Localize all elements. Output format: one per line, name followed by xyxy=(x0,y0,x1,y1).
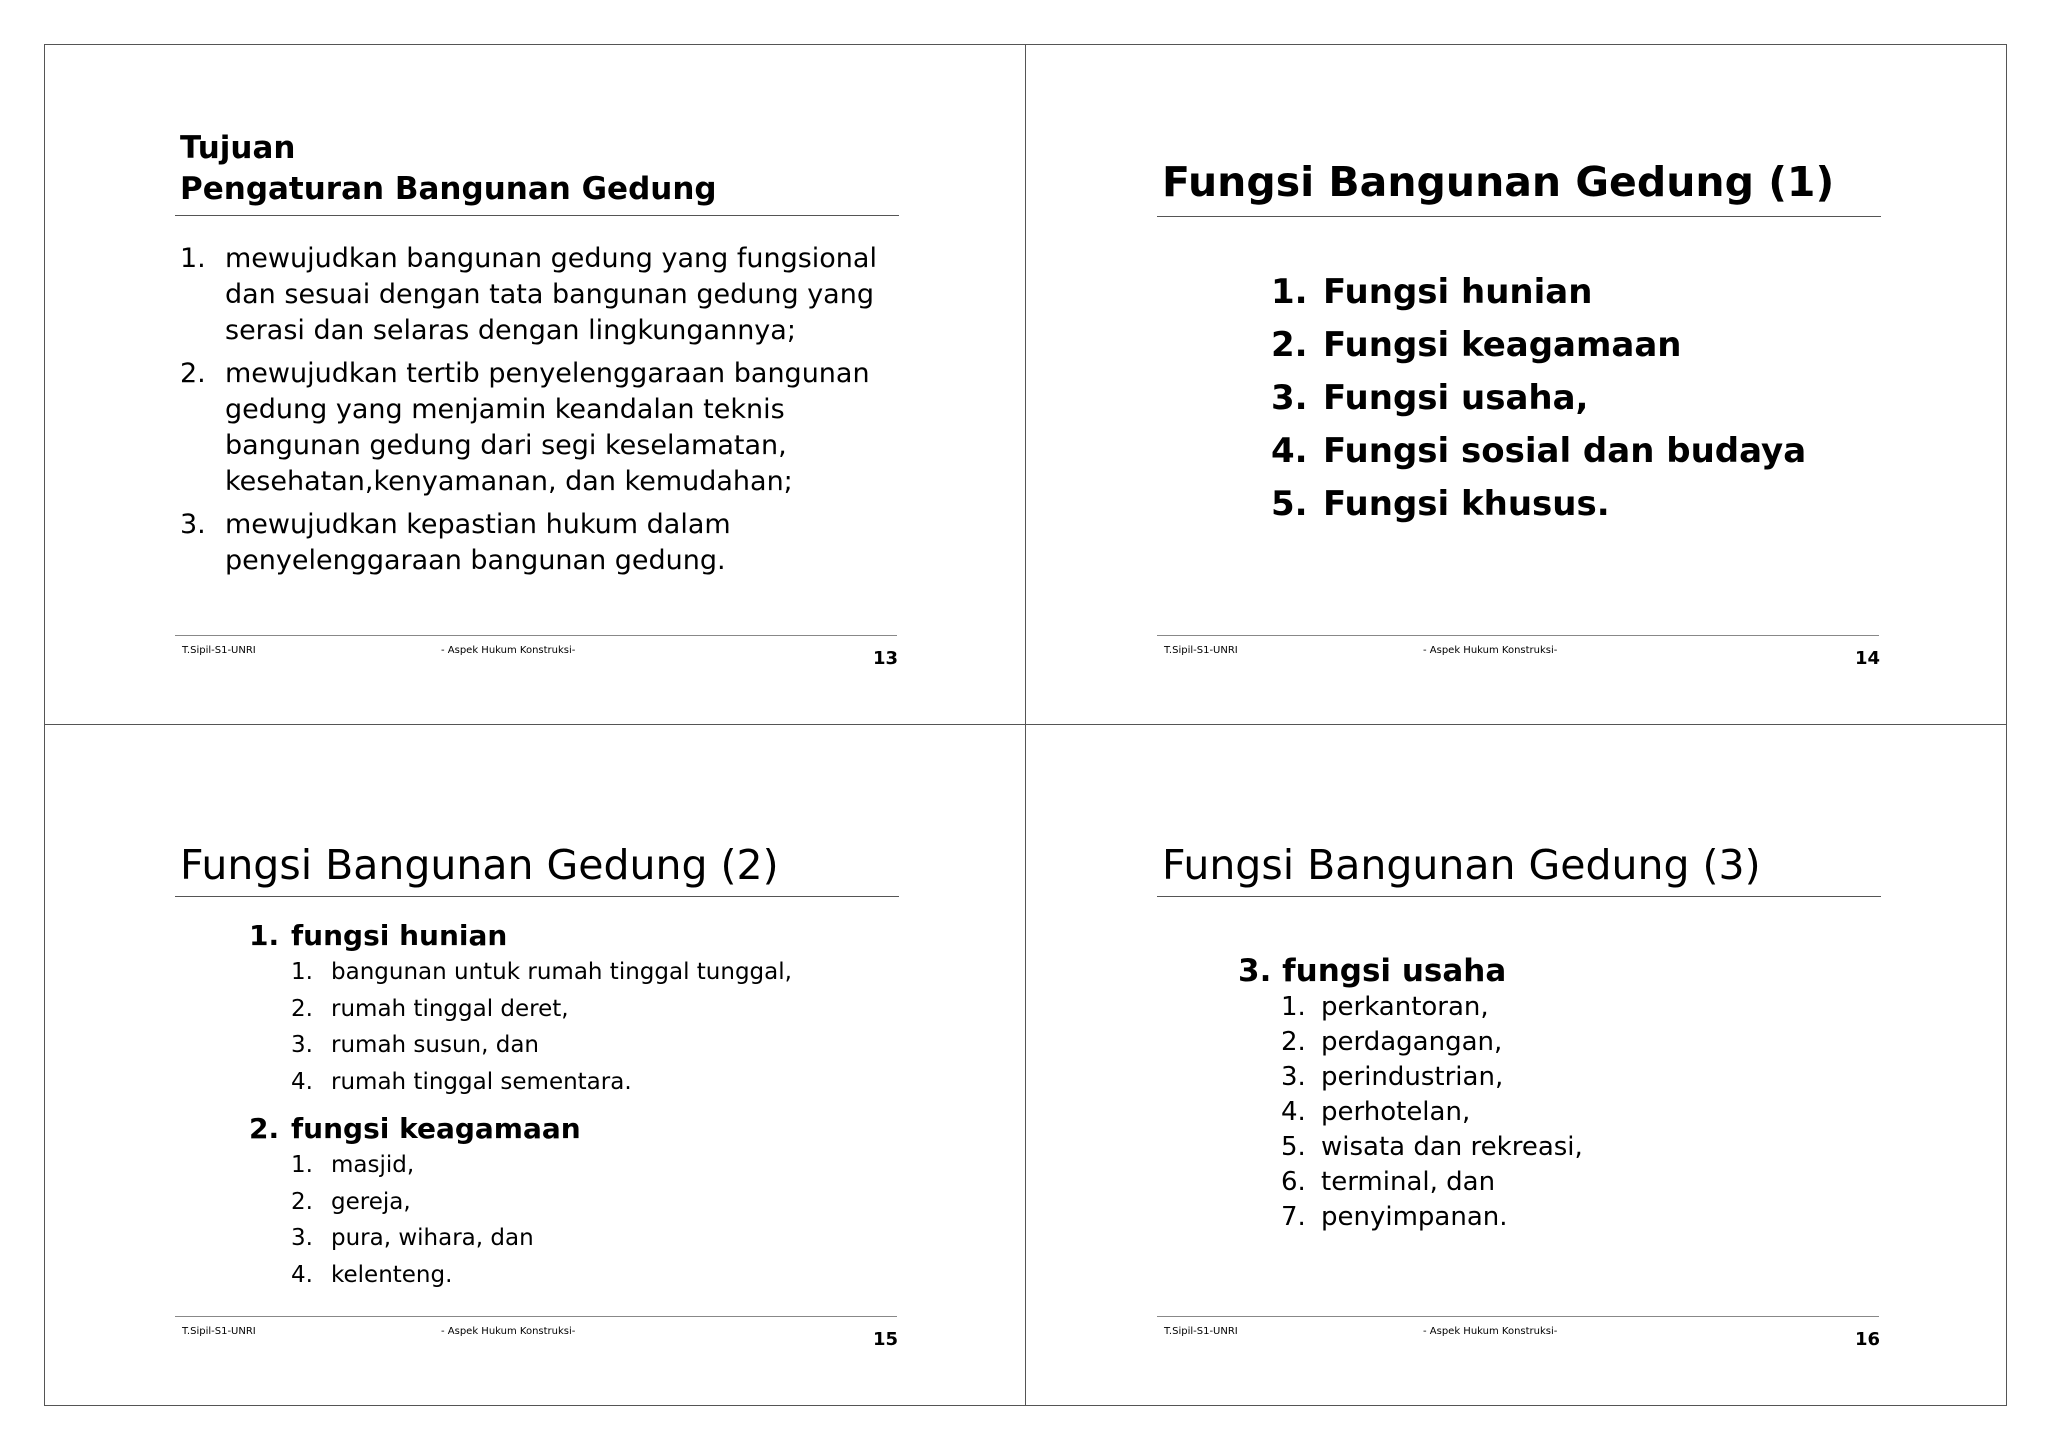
list-group-keagamaan xyxy=(249,1111,581,1293)
item-text: rumah tinggal sementara. xyxy=(331,1068,632,1095)
footer-center-text: - Aspek Hukum Konstruksi- xyxy=(441,645,576,656)
sub-list xyxy=(291,954,792,1100)
slide-14-title: Fungsi Bangunan Gedung (1) xyxy=(1162,158,1835,206)
sub-list xyxy=(291,1147,623,1293)
group-number: 1. xyxy=(249,919,280,952)
list-item xyxy=(1281,1025,1583,1060)
item-text: bangunan untuk rumah tinggal tunggal, xyxy=(331,959,792,985)
slide-13-title xyxy=(180,128,717,210)
list-item xyxy=(291,1064,792,1101)
footer-left-text: T.Sipil-S1-UNRI xyxy=(182,1326,256,1337)
page-number: 15 xyxy=(872,1329,898,1350)
footer-rule xyxy=(175,1316,897,1317)
footer-center-text: - Aspek Hukum Konstruksi- xyxy=(1423,1326,1558,1337)
item-text: perdagangan, xyxy=(1321,1027,1503,1057)
item-number: 5. xyxy=(1281,1132,1306,1162)
list-item xyxy=(1271,478,1806,531)
list-item xyxy=(180,356,880,500)
list-item xyxy=(291,954,792,991)
item-line: serasi dan selaras dengan lingkungannya; xyxy=(225,315,796,346)
page-number: 14 xyxy=(1854,648,1880,669)
item-line: mewujudkan bangunan gedung yang fungsional xyxy=(225,243,877,274)
slide-15 xyxy=(44,725,1025,1405)
item-text: rumah susun, dan xyxy=(331,1032,540,1058)
item-text: Fungsi keagamaan xyxy=(1323,325,1682,365)
item-number: 4. xyxy=(291,1261,313,1288)
slide-13-title-line2: Pengaturan Bangunan Gedung xyxy=(180,171,717,207)
list-item xyxy=(1281,990,1583,1025)
item-text: pura, wihara, dan xyxy=(331,1225,534,1251)
item-number: 1. xyxy=(291,1152,313,1178)
item-text: perhotelan, xyxy=(1321,1097,1471,1127)
footer-left-text: T.Sipil-S1-UNRI xyxy=(182,645,256,656)
footer-left-text: T.Sipil-S1-UNRI xyxy=(1164,645,1238,656)
page-number: 16 xyxy=(1854,1329,1880,1350)
item-line: kesehatan,kenyamanan, dan kemudahan; xyxy=(225,466,793,497)
item-text: wisata dan rekreasi, xyxy=(1321,1132,1583,1162)
group-heading-text: fungsi keagamaan xyxy=(291,1112,581,1145)
item-text: gereja, xyxy=(331,1188,411,1215)
list-item xyxy=(1271,372,1806,425)
group-number: 2. xyxy=(249,1112,280,1145)
slide-16 xyxy=(1026,725,2007,1405)
item-number: 1. xyxy=(1281,992,1306,1022)
list-item xyxy=(291,1220,623,1257)
item-text: perkantoran, xyxy=(1321,992,1489,1022)
list-item xyxy=(291,991,792,1028)
item-number: 3. xyxy=(180,509,206,540)
item-number: 5. xyxy=(1271,484,1308,524)
slide-15-title: Fungsi Bangunan Gedung (2) xyxy=(180,841,779,889)
list-item xyxy=(1281,1060,1583,1095)
item-line: gedung yang menjamin keandalan teknis xyxy=(225,394,785,425)
item-line: mewujudkan kepastian hukum dalam xyxy=(225,509,731,540)
slide-13 xyxy=(44,44,1025,724)
list-item xyxy=(1281,1095,1583,1130)
list-item xyxy=(291,1147,623,1184)
item-text: penyimpanan. xyxy=(1321,1202,1508,1232)
item-line: bangunan gedung dari segi keselamatan, xyxy=(225,430,787,461)
list-item xyxy=(1281,1165,1583,1200)
item-line: mewujudkan tertib penyelenggaraan bangunan xyxy=(225,358,870,389)
sub-list xyxy=(1281,990,1583,1235)
item-number: 2. xyxy=(291,1188,313,1215)
footer-left-text: T.Sipil-S1-UNRI xyxy=(1164,1326,1238,1337)
title-underline xyxy=(175,215,899,216)
list-item xyxy=(1271,266,1806,319)
title-underline xyxy=(175,896,899,897)
item-text: masjid, xyxy=(331,1152,415,1178)
slide-13-title-line1: Tujuan xyxy=(180,130,296,166)
item-text: Fungsi sosial dan budaya xyxy=(1323,431,1807,471)
item-number: 2. xyxy=(1281,1027,1306,1057)
list-item xyxy=(180,241,880,349)
item-number: 1. xyxy=(1271,272,1308,312)
page-number: 13 xyxy=(872,648,898,669)
item-number: 3. xyxy=(1281,1062,1306,1092)
item-text: rumah tinggal deret, xyxy=(331,995,569,1022)
footer-rule xyxy=(1157,635,1879,636)
item-text: terminal, dan xyxy=(1321,1167,1496,1197)
item-number: 2. xyxy=(180,358,206,389)
list-item xyxy=(1271,425,1806,478)
item-text: Fungsi hunian xyxy=(1323,272,1593,312)
list-group-hunian xyxy=(249,918,792,1100)
slide-14 xyxy=(1026,44,2007,724)
item-number: 3. xyxy=(1271,378,1308,418)
item-number: 4. xyxy=(1281,1097,1306,1127)
item-text: perindustrian, xyxy=(1321,1062,1504,1092)
list-item xyxy=(1281,1130,1583,1165)
list-item xyxy=(180,507,880,579)
list-item xyxy=(1271,319,1806,372)
list-item xyxy=(291,1257,623,1294)
slide-13-list xyxy=(180,241,880,586)
slide-16-title: Fungsi Bangunan Gedung (3) xyxy=(1162,841,1761,889)
list-item xyxy=(291,1184,623,1221)
item-text: Fungsi khusus. xyxy=(1323,484,1610,524)
item-line: penyelenggaraan bangunan gedung. xyxy=(225,545,726,576)
list-item xyxy=(291,1027,792,1064)
item-number: 2. xyxy=(291,995,313,1022)
item-number: 3. xyxy=(291,1225,313,1251)
footer-rule xyxy=(1157,1316,1879,1317)
item-number: 3. xyxy=(291,1032,313,1058)
item-number: 4. xyxy=(1271,431,1308,471)
item-number: 7. xyxy=(1281,1202,1306,1232)
item-line: dan sesuai dengan tata bangunan gedung yang xyxy=(225,279,874,310)
item-number: 1. xyxy=(180,243,206,274)
footer-rule xyxy=(175,635,897,636)
group-heading-text: fungsi hunian xyxy=(291,919,508,952)
item-text: kelenteng. xyxy=(331,1261,453,1288)
item-text: Fungsi usaha, xyxy=(1323,378,1589,418)
item-number: 1. xyxy=(291,959,313,985)
group-heading xyxy=(249,1111,581,1147)
footer-center-text: - Aspek Hukum Konstruksi- xyxy=(441,1326,576,1337)
group-heading xyxy=(249,918,750,954)
item-number: 2. xyxy=(1271,325,1308,365)
footer-center-text: - Aspek Hukum Konstruksi- xyxy=(1423,645,1558,656)
item-number: 6. xyxy=(1281,1167,1306,1197)
slide-14-list xyxy=(1271,266,1806,531)
title-underline xyxy=(1157,216,1881,217)
list-item xyxy=(1281,1200,1583,1235)
group-heading: 3. fungsi usaha xyxy=(1238,953,1507,989)
item-number: 4. xyxy=(291,1068,313,1095)
title-underline xyxy=(1157,896,1881,897)
